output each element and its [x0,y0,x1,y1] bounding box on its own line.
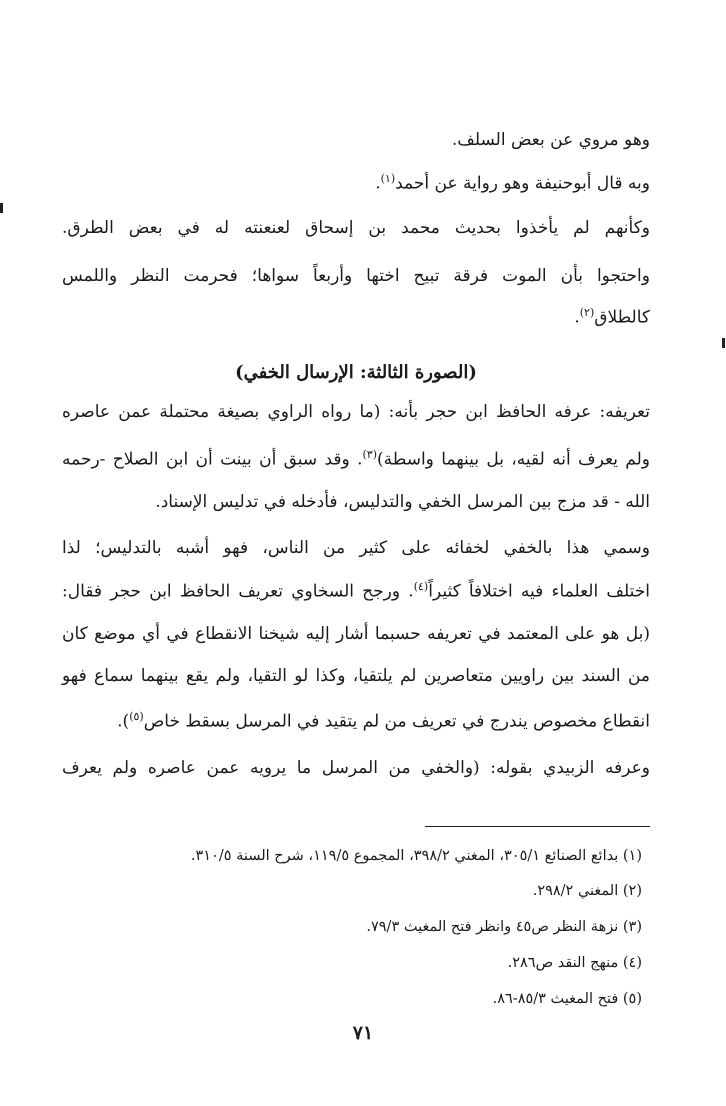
para2-line-4: من السند بين راويين متعاصرين لم يلتقيا، وكذا لو التقيا، ولم يقع بينهما سماع فهو [62,666,650,686]
para2-line-5: انقطاع مخصوص يندرج في تعريف من لم يتقيد في المرسل بسقط خاص$^{(٥)}$). [117,710,650,732]
footnote-3: (٣) نزهة النظر ص٤٥ وانظر فتح المغيث ٧٩/٣. [366,919,642,935]
para3-line-1: وعرفه الزبيدي بقوله: (والخفي من المرسل ما يرويه عمن عاصره ولم يعرف [62,758,650,778]
footnote-ref[interactable]: (٤) [413,580,429,593]
footnote-ref[interactable]: (٢) [579,306,595,319]
text-line-3: وكأنهم لم يأخذوا بحديث محمد بن إسحاق لعنعنته له في بعض الطرق. [62,218,650,238]
section-heading: (الصورة الثالثة: الإرسال الخفي) [235,362,477,383]
scan-edge-mark-left [0,203,3,213]
scan-edge-mark-right [722,338,725,348]
text-line-1: وهو مروي عن بعض السلف. [451,130,650,150]
footnote-1: (١) بدائع الصنائع ٣٠٥/١، المغني ٣٩٨/٢، المجموع ١١٩/٥، شرح السنة ٣١٠/٥. [190,848,642,864]
footnote-separator [425,826,650,827]
para1-line-1: تعريفه: عرفه الحافظ ابن حجر بأنه: (ما رواه الراوي بصيغة محتملة عمن عاصره [62,402,650,422]
para2-line-3: (بل هو على المعتمد في تعريفه حسبما أشار إليه شيخنا الانقطاع في أي موضع كان [62,624,650,644]
para2-line-1: وسمي هذا بالخفي لخفائه على كثير من الناس، فهو أشبه بالتدليس؛ لذا [62,538,650,558]
para1-line-2: ولم يعرف أنه لقيه، بل بينهما واسطة)$^{(٣)}$. وقد سبق أن بينت أن ابن الصلاح -رحمه [62,448,651,470]
footnote-4: (٤) منهج النقد ص٢٨٦. [507,955,642,971]
page-number: ٧١ [352,1022,374,1044]
text-line-4: واحتجوا بأن الموت فرقة تبيح اختها وأربعاً سواها؛ فحرمت النظر واللمس [62,266,650,286]
para1-line-3: الله - قد مزج بين المرسل الخفي والتدليس، فأدخله في تدليس الإسناد. [155,492,650,512]
footnote-2: (٢) المغني ٢٩٨/٢. [532,883,642,899]
text-line-5: كالطلاق$^{(٢)}$. [574,306,650,328]
footnote-ref[interactable]: (٣) [362,448,378,461]
footnote-ref[interactable]: (٥) [129,710,144,723]
text-line-2: وبه قال أبوحنيفة وهو رواية عن أحمد$^{(١)}$. [375,172,650,194]
para2-line-2: اختلف العلماء فيه اختلافاً كثيراً$^{(٤)}$. ورجح السخاوي تعريف الحافظ ابن حجر فقال: [62,580,651,602]
footnote-ref[interactable]: (١) [380,172,396,185]
footnote-5: (٥) فتح المغيث ٨٥/٣-٨٦. [492,991,642,1007]
